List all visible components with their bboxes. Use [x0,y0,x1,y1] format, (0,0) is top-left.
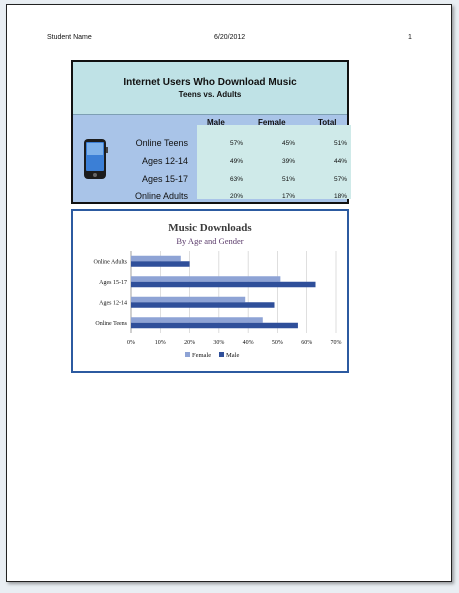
x-tick-label: 10% [154,340,166,346]
cell-ages-12-14-male: 49% [229,158,243,165]
row-label-ages-12-14: Ages 12-14 [141,156,188,166]
cell-online-teens-male: 57% [229,140,243,147]
bar-male-online-adults [131,261,190,267]
legend-swatch-male [219,352,224,357]
cell-online-teens-total: 51% [333,140,347,147]
column-header-female: Female [258,118,286,127]
bar-female-ages-15-17 [131,276,280,282]
x-tick-label: 30% [213,340,225,346]
x-tick-label: 60% [301,340,313,346]
row-label-ages-15-17: Ages 15-17 [141,174,188,184]
music-download-table[interactable] [71,60,349,204]
legend-swatch-female [185,352,190,357]
chart-subtitle: By Age and Gender [176,236,244,246]
cell-ages-12-14-total: 44% [333,158,347,165]
y-category-label: Ages 15-17 [99,279,127,286]
x-tick-label: 50% [271,340,283,346]
header-page-number: 1 [408,34,412,41]
cell-online-adults-male: 20% [229,193,243,200]
header-date: 6/20/2012 [214,34,246,41]
cell-online-adults-female: 17% [281,193,295,200]
bar-female-ages-12-14 [131,297,245,303]
cell-ages-12-14-female: 39% [281,158,295,165]
y-category-label: Online Adults [93,259,127,266]
table-title-bar [73,62,347,115]
bar-male-ages-15-17 [131,282,316,288]
column-header-male: Male [207,118,225,127]
y-category-label: Ages 12-14 [99,300,127,307]
column-header-total: Total [318,118,337,127]
y-category-label: Online Teens [95,320,127,327]
header-student-name: Student Name [47,34,92,41]
x-tick-label: 70% [330,340,342,346]
row-label-online-teens: Online Teens [135,138,188,148]
bar-male-ages-12-14 [131,302,275,308]
bar-chart-canvas [73,211,347,371]
table-title: Internet Users Who Download Music [123,77,297,88]
bar-female-online-teens [131,317,263,323]
cell-ages-15-17-female: 51% [281,176,295,183]
document-page [6,4,452,582]
x-tick-label: 0% [127,340,135,346]
x-tick-label: 40% [242,340,254,346]
x-tick-label: 20% [184,340,196,346]
bar-male-online-teens [131,323,298,329]
cell-ages-15-17-total: 57% [333,176,347,183]
bar-female-online-adults [131,256,181,262]
chart-title: Music Downloads [168,222,252,234]
cell-online-adults-total: 18% [333,193,347,200]
music-downloads-chart[interactable] [71,209,349,373]
row-label-online-adults: Online Adults [134,191,188,201]
legend-label-female: Female [192,352,212,359]
cell-online-teens-female: 45% [281,140,295,147]
legend-label-male: Male [226,352,240,359]
table-subtitle: Teens vs. Adults [178,90,242,99]
cell-ages-15-17-male: 63% [229,176,243,183]
